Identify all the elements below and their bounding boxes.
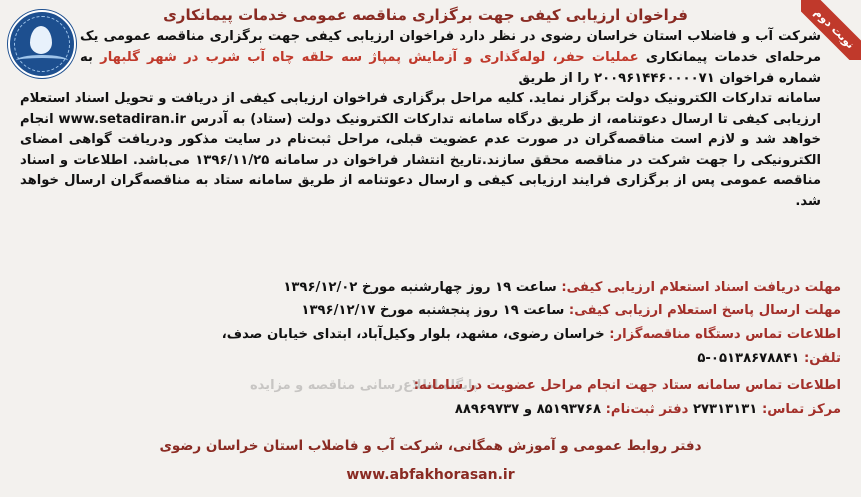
round-badge-label: نوبت دوم xyxy=(801,0,861,60)
notice-title: فراخوان ارزیابی کیفی جهت برگزاری مناقصه عمومی خدمات پیمانکاری xyxy=(163,6,688,24)
contact-phone xyxy=(20,351,841,366)
submit-deadline-label: مهلت ارسال پاسخ استعلام ارزیابی کیفی: xyxy=(568,303,841,318)
office-label: دفتر ثبت‌نام: xyxy=(605,402,689,417)
intro-text: شرکت آب و فاضلاب استان خراسان رضوی در نظر دارد فراخوان ارزیابی کیفی جهت برگزاری مناقصه عمومی یک مرحله‌ای خدمات پیمانکاری xyxy=(80,29,821,65)
office-value: ۸۵۱۹۳۷۶۸ و ۸۸۹۶۹۷۳۷ xyxy=(454,402,602,417)
setad-contacts xyxy=(20,402,841,417)
receive-deadline-label: مهلت دریافت اسناد استعلام ارزیابی کیفی: xyxy=(561,280,841,295)
website-link[interactable]: www.abfakhorasan.ir xyxy=(346,467,515,483)
notice-intro xyxy=(80,26,821,89)
submit-deadline xyxy=(20,303,841,318)
footer-office: دفتر روابط عمومی و آموزش همگانی، شرکت آب و فاضلاب استان خراسان رضوی xyxy=(159,438,702,454)
phone-value: ۰۵۱۳۸۶۷۸۸۴۱-۵ xyxy=(697,351,800,366)
contact-info xyxy=(20,327,841,342)
notice-body: سامانه تدارکات الکترونیک دولت برگزار نماید. کلیه مراحل برگزاری فراخوان ارزیابی کیفی از دریافت و تحویل اسناد استعلام ارزیابی کیفی تا ارسال دعوتنامه، از طریق درگاه سامانه تدارکات الکترونیک دولت (ستاد) به آدرس www.setadiran.ir انجام خواهد شد و لازم است مناقصه‌گران در صورت عدم عضویت قبلی، مراحل ثبت‌نام در سایت مذکور ودریافت گواهی امضای الکترونیکی را جهت شرکت در مناقصه محقق سازند.تاریخ انتشار فراخوان در سامانه ۱۳۹۶/۱۱/۲۵ می‌باشد. اطلاعات و اسناد مناقصه عمومی پس از برگزاری فرایند ارزیابی کیفی و ارسال دعوتنامه از طریق سامانه ستاد به مناقصه‌گران ارسال خواهد شد. xyxy=(20,91,821,209)
receive-deadline-value: ساعت ۱۹ روز چهارشنبه مورخ ۱۳۹۶/۱۲/۰۲ xyxy=(283,280,557,295)
receive-deadline xyxy=(20,280,841,295)
contact-address: خراسان رضوی، مشهد، بلوار وکیل‌آباد، ابتدای خیابان صدف، xyxy=(221,327,605,342)
project-title: عملیات حفر، لوله‌گذاری و آزمایش پمپاژ سه حلقه چاه آب شرب در شهر گلبهار xyxy=(100,50,639,65)
center-value: ۲۷۳۱۳۱۳۱ xyxy=(692,402,758,417)
setad-info xyxy=(20,378,841,393)
setad-label: اطلاعات تماس سامانه ستاد جهت انجام مراحل عضویت در سامانه: xyxy=(413,378,841,393)
submit-deadline-value: ساعت ۱۹ روز پنجشنبه مورخ ۱۳۹۶/۱۲/۱۷ xyxy=(301,303,565,318)
phone-label: تلفن: xyxy=(804,351,841,366)
center-label: مرکز تماس: xyxy=(761,402,841,417)
watermark-text: پایگاه اطلاع‌رسانی مناقصه و مزایده xyxy=(250,378,478,393)
tender-number-text: به شماره فراخوان ۲۰۰۹۶۱۴۴۶۰۰۰۰۷۱ را از طریق xyxy=(80,50,821,86)
contact-label: اطلاعات تماس دستگاه مناقصه‌گزار: xyxy=(609,327,841,342)
